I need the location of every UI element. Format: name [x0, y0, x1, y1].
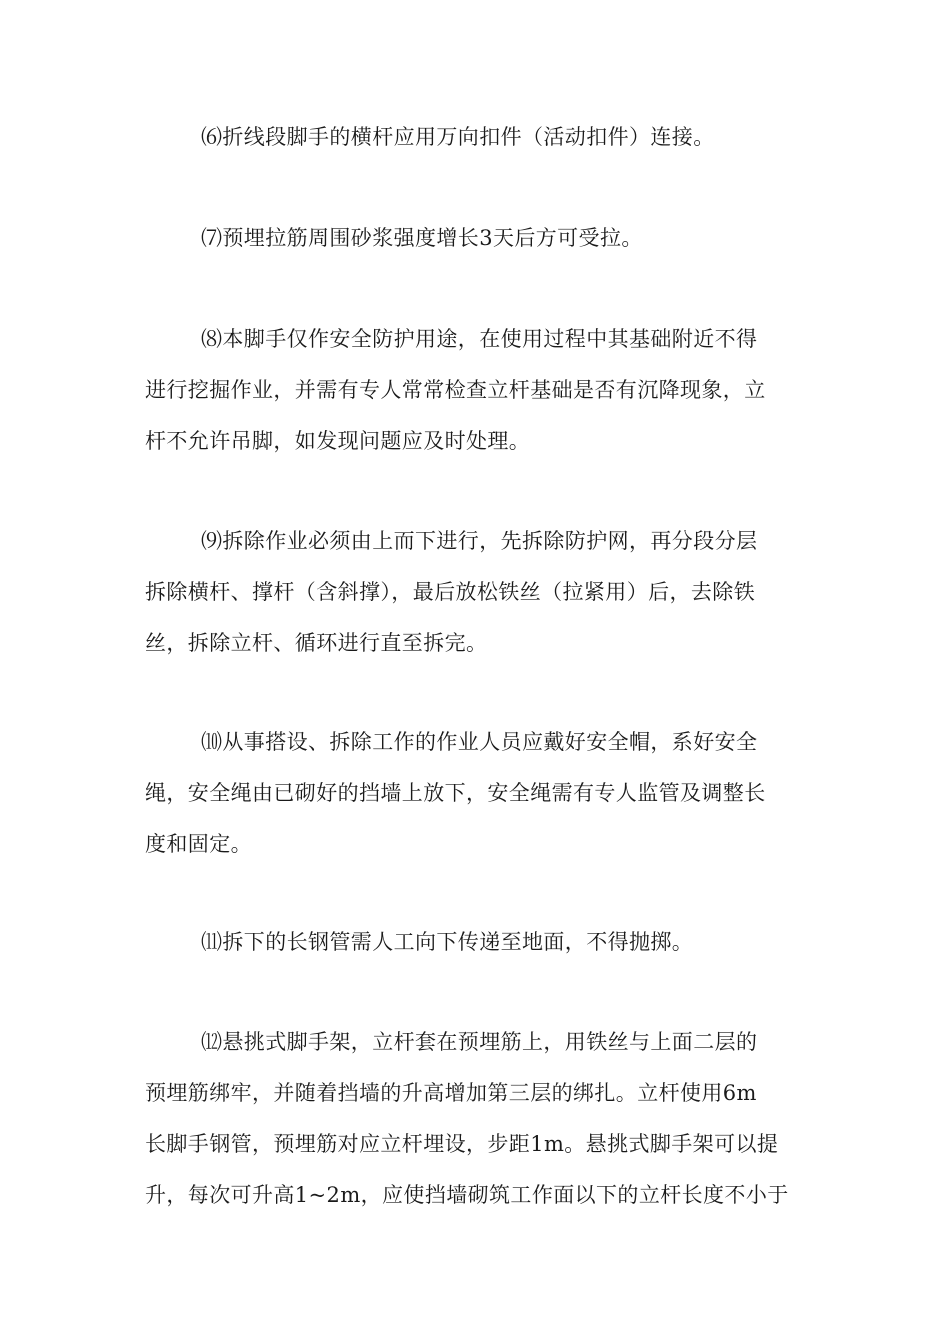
paragraph-item-8: ⑻本脚手仅作安全防护用途，在使用过程中其基础附近不得 进行挖掘作业，并需有专人常常检查立杆基础是否有沉降现象，立 杆不允许吊脚，如发现问题应及时处理。: [145, 327, 766, 453]
paragraph-item-12: ⑿悬挑式脚手架，立杆套在预埋筋上，用铁丝与上面二层的 预埋筋绑牢，并随着挡墙的升高增加第三层的绑扎。立杆使用6m 长脚手钢管，预埋筋对应立杆埋设，步距1m。悬挑式脚手架可以提 升，每次可升高1~2m，应使挡墙砌筑工作面以下的立杆长度不小于: [145, 1030, 789, 1207]
paragraph-item-7: ⑺预埋拉筋周围砂浆强度增长3天后方可受拉。: [201, 226, 643, 250]
paragraph-item-11: ⑾拆下的长钢管需人工向下传递至地面，不得抛掷。: [201, 930, 694, 954]
paragraph-item-10: ⑽从事搭设、拆除工作的作业人员应戴好安全帽，系好安全 绳，安全绳由已砌好的挡墙上放下，安全绳需有专人监管及调整长 度和固定。: [145, 730, 766, 856]
paragraph-item-9: ⑼拆除作业必须由上而下进行，先拆除防护网，再分段分层 拆除横杆、撑杆（含斜撑），最后放松铁丝（拉紧用）后，去除铁 丝，拆除立杆、循环进行直至拆完。: [145, 529, 758, 655]
paragraph-item-6: ⑹折线段脚手的横杆应用万向扣件（活动扣件）连接。: [201, 125, 715, 149]
